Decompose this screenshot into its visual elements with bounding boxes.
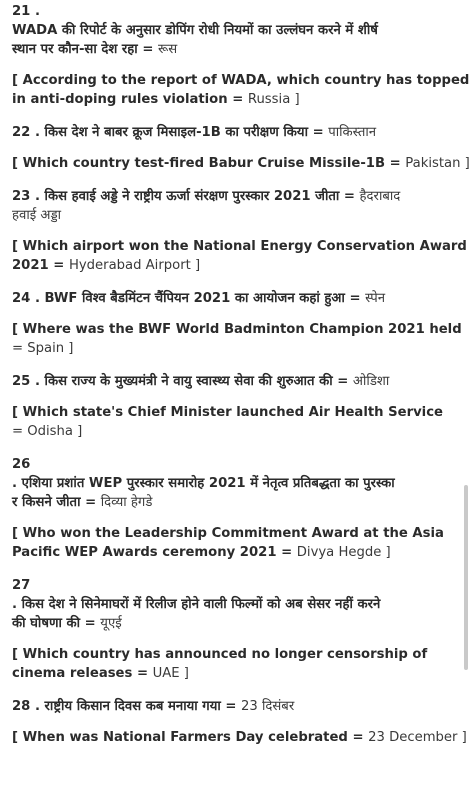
hindi-question-line: . किस देश ने सिनेमाघरों में रिलीज होने वाली फिल्मों को अब सेसर नहीं करने bbox=[12, 597, 381, 612]
hindi-question-text: स्थान पर कौन-सा देश रहा = bbox=[12, 42, 158, 57]
hindi-question-line bbox=[12, 40, 462, 59]
english-answer: Hyderabad Airport ] bbox=[68, 258, 201, 273]
hindi-answer: यूएई bbox=[100, 616, 122, 631]
question-22 bbox=[12, 123, 470, 173]
question-24 bbox=[12, 289, 462, 358]
english-question-line: [ Where was the BWF World Badminton Champion 2021 held bbox=[12, 322, 462, 337]
english-question-line: [ Which country has announced no longer censorship of bbox=[12, 647, 428, 662]
hindi-answer: हैदराबाद bbox=[359, 189, 401, 204]
question-number: 26 bbox=[12, 457, 31, 472]
hindi-question-line bbox=[12, 493, 462, 512]
english-question-text: 2021 = bbox=[12, 258, 69, 273]
hindi-answer: रूस bbox=[157, 42, 178, 57]
english-question-line: [ Who won the Leadership Commitment Award at the Asia bbox=[12, 526, 444, 541]
hindi-question-text: 25 . किस राज्य के मुख्यमंत्री ने वायु स्वास्थ्य सेवा की शुरुआत की = bbox=[12, 374, 353, 389]
question-21 bbox=[12, 2, 470, 109]
hindi-question-text: 24 . BWF विश्व बैडमिंटन चैंपियन 2021 का आयोजन कहां हुआ = bbox=[12, 291, 366, 306]
hindi-question-line bbox=[12, 697, 462, 716]
english-question-line bbox=[12, 728, 467, 747]
question-23 bbox=[12, 187, 467, 275]
hindi-question-line bbox=[12, 372, 462, 391]
hindi-answer: स्पेन bbox=[365, 291, 386, 306]
english-question-text: Pacific WEP Awards ceremony 2021 = bbox=[12, 545, 297, 560]
question-number: 27 bbox=[12, 578, 31, 593]
hindi-question-line bbox=[12, 614, 462, 633]
hindi-question-text: 28 . राष्ट्रीय किसान दिवस कब मनाया गया = bbox=[12, 699, 241, 714]
hindi-answer-continued: हवाई अड्डा bbox=[12, 208, 62, 223]
english-question-text: [ When was National Farmers Day celebrated = bbox=[12, 730, 369, 745]
english-answer: = Spain ] bbox=[12, 341, 74, 356]
english-question-line bbox=[12, 543, 462, 562]
hindi-question-line: WADA की रिपोर्ट के अनुसार डोपिंग रोधी नियमों का उल्लंघन करने में शीर्ष bbox=[12, 23, 378, 38]
english-question-line bbox=[12, 154, 470, 173]
english-answer: 23 December ] bbox=[368, 730, 467, 745]
hindi-question-text: 23 . किस हवाई अड्डे ने राष्ट्रीय ऊर्जा संरक्षण पुरस्कार 2021 जीता = bbox=[12, 189, 360, 204]
question-26 bbox=[12, 455, 462, 562]
english-question-text: [ Which country test-fired Babur Cruise Missile-1B = bbox=[12, 156, 406, 171]
english-question-text: cinema releases = bbox=[12, 666, 153, 681]
question-27 bbox=[12, 576, 462, 683]
english-question-line bbox=[12, 664, 462, 683]
question-25 bbox=[12, 372, 462, 441]
english-question-line: [ Which state's Chief Minister launched Air Health Service bbox=[12, 405, 443, 420]
english-question-line: [ According to the report of WADA, which country has topped bbox=[12, 73, 470, 88]
hindi-question-line: . एशिया प्रशांत WEP पुरस्कार समारोह 2021 में नेतृत्व प्रतिबद्धता का पुरस्का bbox=[12, 476, 395, 491]
question-28 bbox=[12, 697, 467, 747]
english-question-text: in anti-doping rules violation = bbox=[12, 92, 248, 107]
english-answer: Pakistan ] bbox=[405, 156, 470, 171]
english-question-line bbox=[12, 256, 462, 275]
hindi-question-text: 22 . किस देश ने बाबर क्रूज मिसाइल-1B का परीक्षण किया = bbox=[12, 125, 329, 140]
english-question-line: [ Which airport won the National Energy Conservation Award bbox=[12, 239, 467, 254]
hindi-question-text: र किसने जीता = bbox=[12, 495, 101, 510]
hindi-question-line bbox=[12, 187, 462, 206]
hindi-question-text: की घोषणा की = bbox=[12, 616, 101, 631]
english-answer: UAE ] bbox=[152, 666, 189, 681]
quiz-document bbox=[12, 2, 470, 747]
question-number: 21 . bbox=[12, 4, 40, 19]
hindi-question-line bbox=[12, 123, 462, 142]
english-answer: Divya Hegde ] bbox=[296, 545, 391, 560]
scrollbar-thumb[interactable] bbox=[464, 485, 468, 670]
english-answer: Russia ] bbox=[247, 92, 300, 107]
hindi-answer: पाकिस्तान bbox=[328, 125, 377, 140]
hindi-answer: ओडिशा bbox=[352, 374, 390, 389]
english-answer: = Odisha ] bbox=[12, 424, 83, 439]
hindi-question-line bbox=[12, 289, 462, 308]
english-question-line bbox=[12, 90, 462, 109]
hindi-answer: दिव्या हेगडे bbox=[100, 495, 153, 510]
hindi-answer: 23 दिसंबर bbox=[241, 699, 295, 714]
